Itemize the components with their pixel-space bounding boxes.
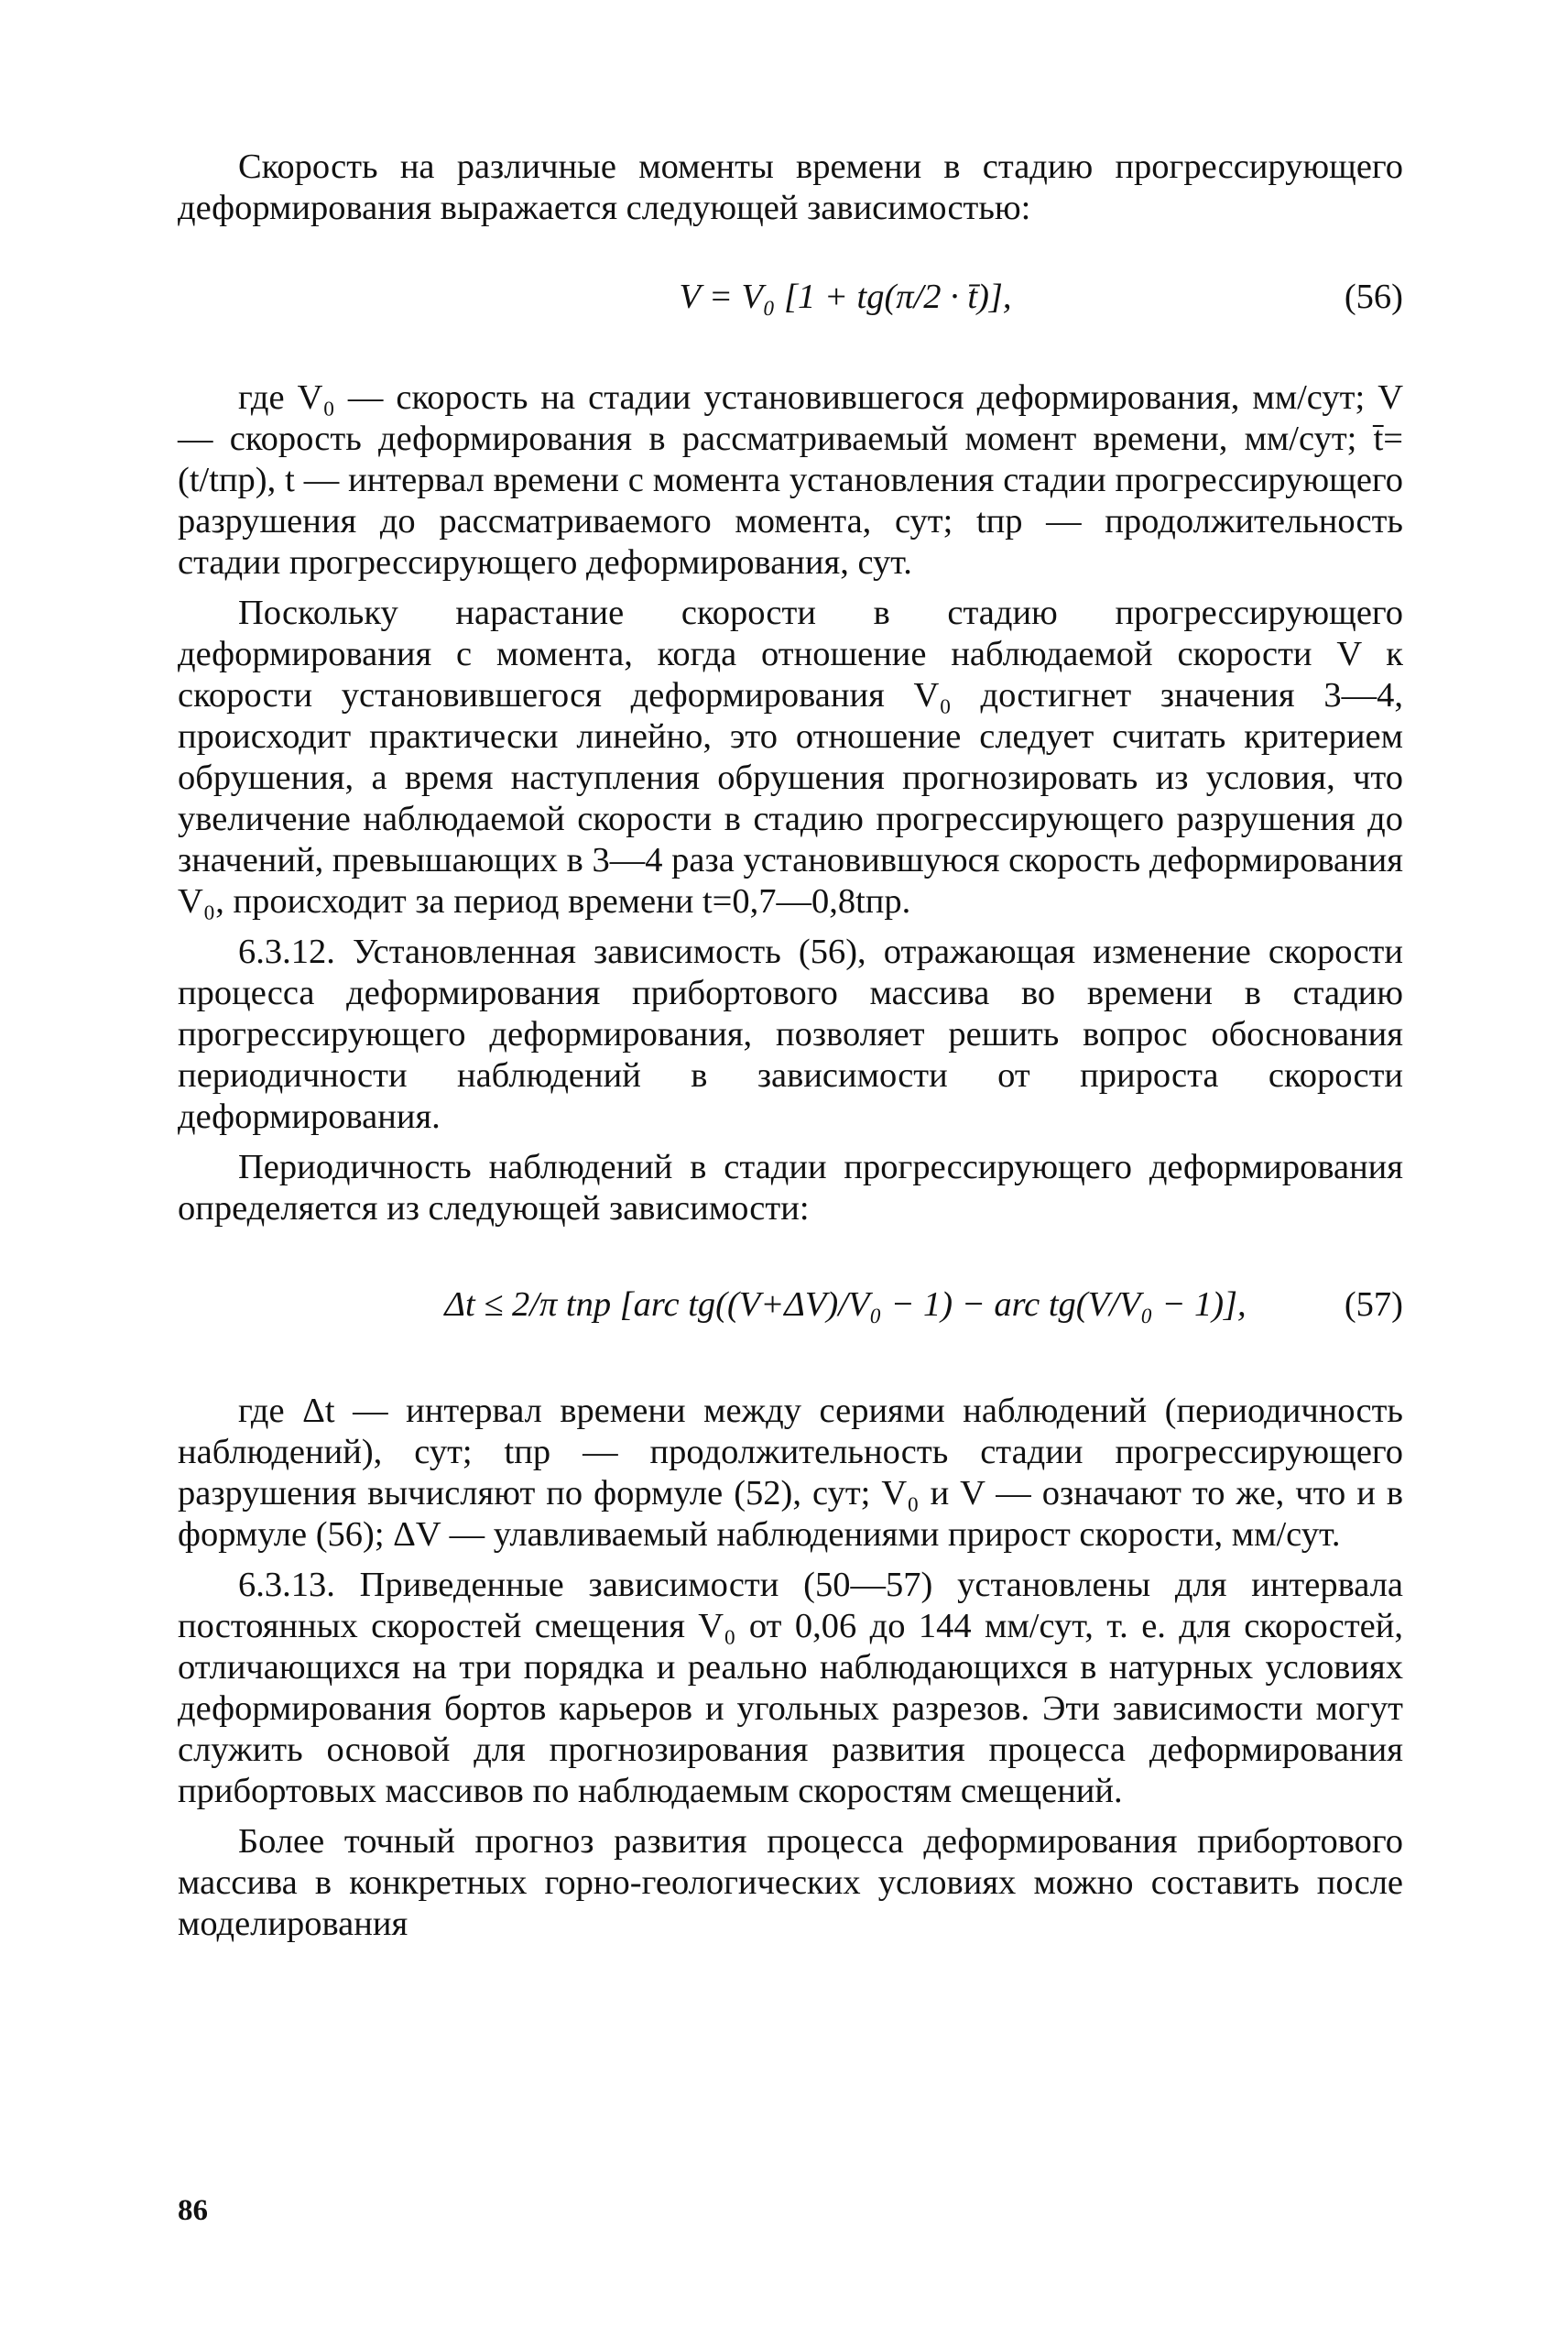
paragraph-modeling: Более точный прогноз развития процесса деформирования прибортового массива в конкретных горно-геологических условиях можно составить после моделирования <box>178 1822 1403 1943</box>
paragraph-collapse-criterion: Поскольку нарастание скорости в стадию прогрессирующего деформирования с момента, когда отношение наблюдаемой скорости V к скорости установившегося деформирования V₀ достигнет значения 3—4, происходит практически линейно, это отношение следует считать критерием обрушения, а время наступления обрушения прогнозировать из условия, что увеличение наблюдаемой скорости в стадию прогрессирующего разрушения до значений, превышающих в 3—4 раза установившуюся скорость деформирования V₀, происходит за период времени t=0,7—0,8tпр. <box>178 594 1403 921</box>
equation-57-formula: Δt ≤ 2/π tпр [arc tg((V+ΔV)/V₀ − 1) − arc tg(V/V₀ − 1)], <box>444 1285 1247 1324</box>
body-text <box>178 147 1403 1945</box>
equation-57 <box>178 1277 1403 1332</box>
paragraph-velocity-intro: Скорость на различные моменты времени в стадию прогрессирующего деформирования выражается следующей зависимостью: <box>178 147 1403 227</box>
equation-56 <box>178 269 1403 324</box>
equation-56-formula: V = V₀ [1 + tg(π/2 · t̄)], <box>679 278 1012 316</box>
paragraph-definitions-56: где V₀ — скорость на стадии установившегося деформирования, мм/сут; V — скорость деформирования в рассматриваемый момент времени, мм/сут; t̄=(t/tпр), t — интервал времени с момента установления стадии прогрессирующего разрушения до рассматриваемого момента, сут; tпр — продолжительность стадии прогрессирующего деформирования, сут. <box>178 378 1403 582</box>
paragraph-6-3-12: 6.3.12. Установленная зависимость (56), отражающая изменение скорости процесса деформирования прибортового массива во времени в стадию прогрессирующего деформирования, позволяет решить вопрос обоснования периодичности наблюдений в зависимости от прироста скорости деформирования. <box>178 933 1403 1136</box>
paragraph-6-3-13: 6.3.13. Приведенные зависимости (50—57) установлены для интервала постоянных скоростей смещения V₀ от 0,06 до 144 мм/сут, т. е. для скоростей, отличающихся на три порядка и реально наблюдающихся в натурных условиях деформирования бортов карьеров и угольных разрезов. Эти зависимости могут служить основой для прогнозирования развития процесса деформирования прибортовых массивов по наблюдаемым скоростям смещений. <box>178 1566 1403 1810</box>
equation-57-number: (57) <box>1344 1285 1403 1324</box>
paragraph-periodicity-intro: Периодичность наблюдений в стадии прогрессирующего деформирования определяется из следующей зависимости: <box>178 1148 1403 1228</box>
paragraph-definitions-57: где Δt — интервал времени между сериями наблюдений (периодичность наблюдений), сут; tпр — продолжительность стадии прогрессирующего разрушения вычисляют по формуле (52), сут; V₀ и V — означают то же, что и в формуле (56); ΔV — улавливаемый наблюдениями прирост скорости, мм/сут. <box>178 1392 1403 1554</box>
page-number: 86 <box>178 2194 208 2227</box>
equation-56-number: (56) <box>1344 278 1403 316</box>
